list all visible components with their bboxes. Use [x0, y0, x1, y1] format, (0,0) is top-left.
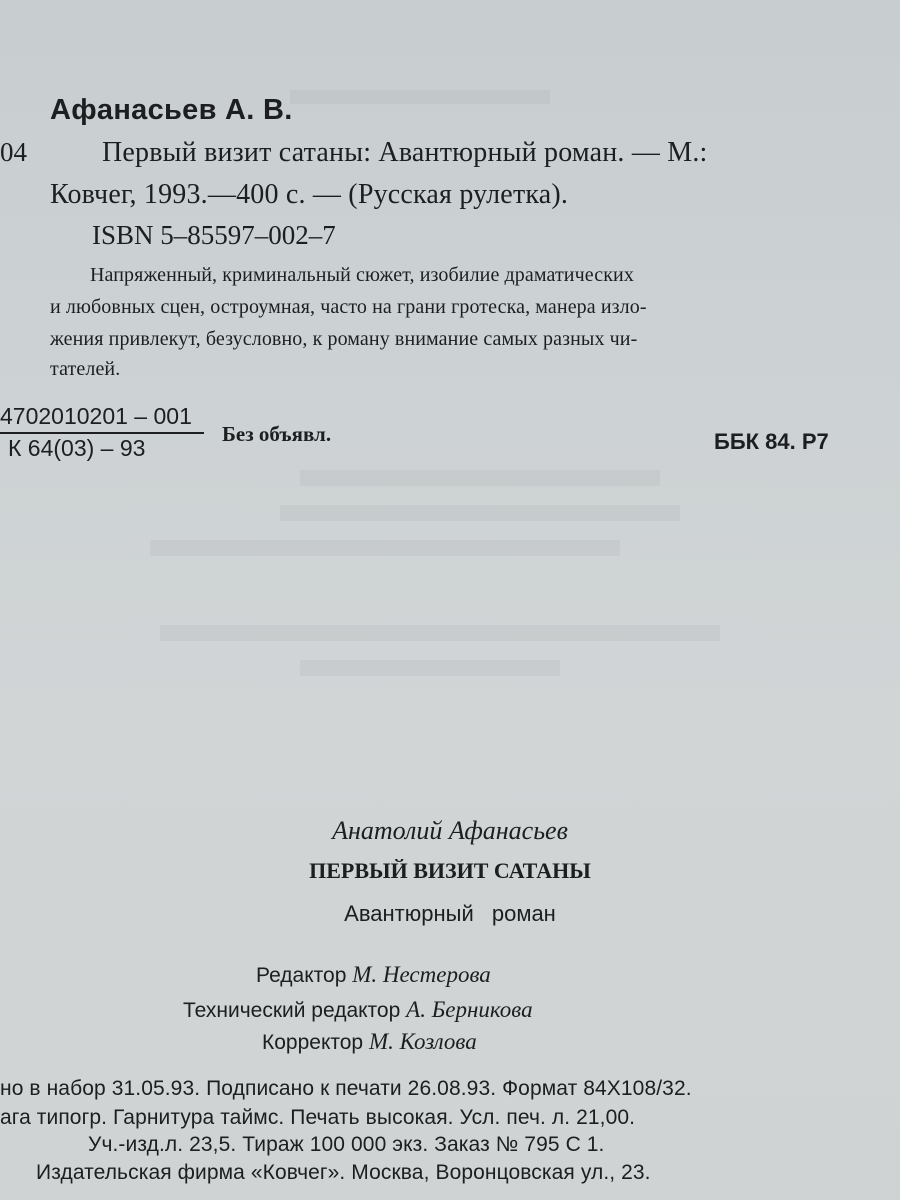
credit-name: М. Нестерова [352, 962, 491, 987]
bleed-through-mark [290, 90, 550, 104]
bleed-through-mark [280, 505, 680, 521]
no-advert-label: Без объявл. [222, 422, 332, 446]
imprint-line-4: Издательская фирма «Ковчег». Москва, Воронцовская ул., 23. [36, 1161, 651, 1184]
credit-proofreader [262, 1030, 477, 1053]
credit-name: М. Козлова [368, 1029, 477, 1054]
bleed-through-mark [160, 625, 720, 641]
code-numerator: 4702010201 – 001 [0, 403, 192, 429]
bleed-through-mark [300, 470, 660, 486]
title-line-1: Первый визит сатаны: Авантюрный роман. — М.: [102, 137, 708, 168]
title-line-2: Ковчег, 1993.—400 с. — (Русская рулетка). [50, 179, 569, 210]
colophon-genre: Авантюрный роман [344, 901, 556, 926]
bbk-code: ББК 84. Р7 [714, 429, 829, 454]
annotation-line-2: и любовных сцен, остроумная, часто на грани гротеска, манера изло- [50, 296, 647, 318]
bleed-through-mark [150, 540, 620, 556]
imprint-line-3: Уч.-изд.л. 23,5. Тираж 100 000 экз. Заказ № 795 С 1. [88, 1133, 605, 1156]
bleed-through-mark [300, 660, 560, 676]
imprint-line-1: но в набор 31.05.93. Подписано к печати 26.08.93. Формат 84Х108/32. [0, 1077, 692, 1100]
colophon-author: Анатолий Афанасьев [332, 816, 568, 845]
credit-editor [256, 963, 491, 986]
code-denominator: К 64(03) – 93 [8, 435, 146, 461]
credit-role: Редактор [256, 964, 347, 987]
colophon-title: ПЕРВЫЙ ВИЗИТ САТАНЫ [309, 858, 591, 883]
credit-role: Технический редактор [183, 999, 401, 1022]
udk-fragment: 04 [0, 137, 27, 167]
isbn: ISBN 5–85597–002–7 [92, 220, 336, 250]
credit-tech-editor [183, 998, 533, 1021]
annotation-line-4: тателей. [50, 358, 121, 380]
annotation-line-3: жения привлекут, безусловно, к роману внимание самых разных чи- [50, 328, 638, 350]
annotation-line-1: Напряженный, криминальный сюжет, изобилие драматических [90, 264, 634, 286]
credit-name: А. Берникова [406, 997, 533, 1022]
author-heading: Афанасьев А. В. [50, 94, 293, 126]
credit-role: Корректор [262, 1031, 364, 1054]
fraction-line [0, 432, 204, 434]
imprint-line-2: ага типогр. Гарнитура таймс. Печать высокая. Усл. печ. л. 21,00. [0, 1106, 636, 1129]
